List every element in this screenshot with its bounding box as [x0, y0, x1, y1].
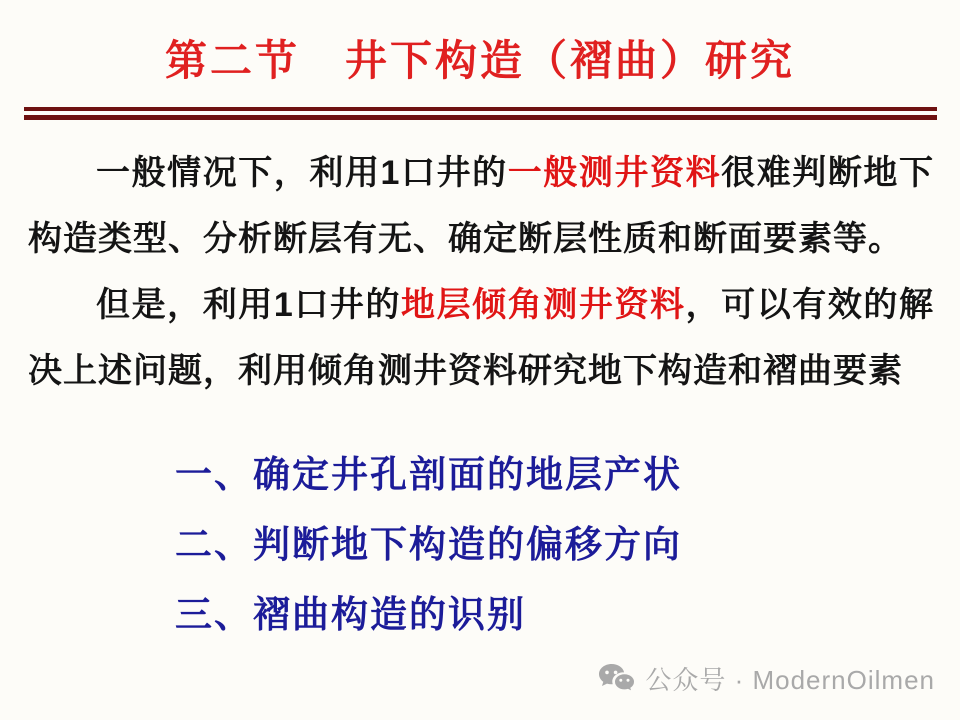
topic-item-3: 三、褶曲构造的识别 [175, 594, 526, 635]
slide-title: 第二节 井下构造（褶曲）研究 [164, 37, 795, 84]
topic-item-2: 二、判断地下构造的偏移方向 [175, 524, 682, 565]
topic-list [175, 440, 940, 650]
title-divider-top [24, 107, 937, 111]
wechat-icon [598, 663, 636, 694]
paragraph-1-text-a: 一般情况下，利用1口井的 [96, 154, 508, 192]
title-divider-bottom [24, 115, 937, 120]
paragraph-2-highlight: 地层倾角测井资料 [401, 286, 686, 324]
paragraph-2-text-b: ，可以有效的解决上述问题，利用倾角测井资料研究地下构造和褶曲要素 [28, 286, 935, 390]
footer-text: 公众号 · ModernOilmen [645, 665, 935, 695]
paragraph-1-highlight: 一般测井资料 [507, 154, 722, 192]
paragraph-2-text-a: 但是，利用1口井的 [96, 286, 402, 324]
paragraph-2 [28, 272, 934, 404]
paragraph-1 [28, 140, 934, 272]
footer [598, 660, 935, 697]
topic-item-1: 一、确定井孔剖面的地层产状 [175, 454, 682, 495]
paragraph-1-text-b: 很难判断地下构造类型、分析断层有无、确定断层性质和断面要素等。 [28, 154, 934, 258]
